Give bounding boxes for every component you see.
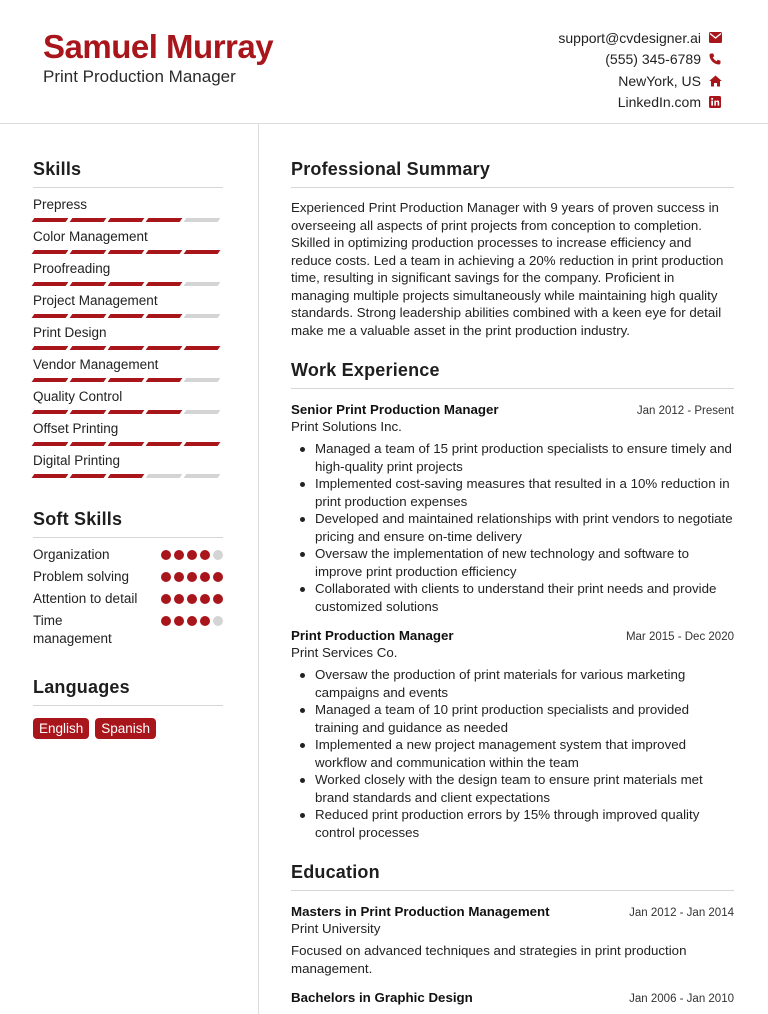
- summary-heading: Professional Summary: [291, 159, 734, 188]
- skill-level-bar: [33, 346, 223, 350]
- skill-level-bar: [33, 282, 223, 286]
- contact-email-text: support@cvdesigner.ai: [558, 29, 701, 46]
- skill-level-segment: [108, 282, 145, 286]
- language-tag-english: English: [33, 718, 89, 739]
- skill-name: Digital Printing: [33, 453, 121, 468]
- skill-level-segment: [32, 218, 69, 222]
- skill-level-segment: [108, 314, 145, 318]
- skill-level-bar: [33, 474, 223, 478]
- skill-name: Project Management: [33, 293, 158, 308]
- rating-dot: [213, 550, 223, 560]
- education-description: Focused on advanced techniques and strategies in print production management.: [291, 943, 687, 976]
- skill-item: [33, 325, 223, 348]
- skill-level-segment: [32, 282, 69, 286]
- skill-level-segment: [70, 474, 107, 478]
- soft-skills-list: [33, 546, 223, 648]
- summary-text: Experienced Print Production Manager with 9 years of proven success in overseeing all aspects of print projects from conception to completion. Skilled in optimizing production processes to increase efficiency and reduce costs. Led a team in achieving a 20% reduction in print production time, resulting in significant savings for the company. Proficient in managing multiple projects simultaneously while maintaining high quality standards. Strong leadership abilities combined with a keen eye for detail make me a valuable asset in the print production industry.: [291, 200, 724, 338]
- skill-level-segment: [70, 442, 107, 446]
- soft-skill-rating: [161, 546, 223, 560]
- skill-level-segment: [184, 346, 221, 350]
- linkedin-icon: [708, 95, 722, 109]
- rating-dot: [187, 550, 197, 560]
- job-dates: Mar 2015 - Dec 2020: [625, 631, 734, 643]
- job-bullet: Worked closely with the design team to ensure print materials met brand standards and client expectations: [315, 771, 734, 806]
- main-column: [291, 124, 734, 1005]
- skill-level-bar: [33, 442, 223, 446]
- education-entry: [291, 904, 734, 977]
- skill-level-bar: [33, 410, 223, 414]
- column-divider: [258, 124, 259, 1014]
- skill-name: Vendor Management: [33, 357, 159, 372]
- job-bullets: [291, 440, 734, 615]
- skill-level-segment: [146, 442, 183, 446]
- contact-location-text: NewYork, US: [618, 72, 701, 89]
- skill-level-segment: [32, 410, 69, 414]
- home-icon: [708, 74, 722, 88]
- skill-item: [33, 261, 223, 284]
- skill-level-segment: [70, 250, 107, 254]
- contact-phone-text: (555) 345-6789: [605, 51, 701, 68]
- soft-skill-name: Organization: [33, 547, 110, 562]
- job-bullet: Implemented a new project management system that improved workflow and communication within the team: [315, 736, 734, 771]
- skill-level-segment: [184, 378, 221, 382]
- languages-heading: Languages: [33, 677, 223, 706]
- job-bullet: Managed a team of 10 print production specialists and provided training and guidance as needed: [315, 701, 734, 736]
- skill-item: [33, 293, 223, 316]
- skill-level-bar: [33, 378, 223, 382]
- skill-item: [33, 421, 223, 444]
- languages-list: [33, 718, 223, 739]
- skill-level-segment: [70, 410, 107, 414]
- skill-level-segment: [70, 218, 107, 222]
- skill-level-segment: [108, 442, 145, 446]
- job-bullet: Reduced print production errors by 15% through improved quality control processes: [315, 806, 734, 841]
- job-title: Senior Print Production Manager: [291, 402, 499, 417]
- soft-skill-item: [33, 568, 223, 586]
- rating-dot: [161, 616, 171, 626]
- skill-item: [33, 197, 223, 220]
- skill-level-segment: [146, 282, 183, 286]
- skill-level-segment: [184, 442, 221, 446]
- skill-level-segment: [184, 250, 221, 254]
- soft-skill-rating: [161, 568, 223, 582]
- skill-level-bar: [33, 218, 223, 222]
- skill-level-segment: [32, 442, 69, 446]
- skill-name: Quality Control: [33, 389, 123, 404]
- skill-level-segment: [32, 250, 69, 254]
- job-bullet: Implemented cost-saving measures that resulted in a 10% reduction in print production expenses: [315, 475, 734, 510]
- job-entry: [291, 628, 734, 841]
- skill-item: [33, 357, 223, 380]
- rating-dot: [213, 594, 223, 604]
- skill-name: Print Design: [33, 325, 107, 340]
- education-entry: [291, 990, 734, 1005]
- skill-name: Proofreading: [33, 261, 111, 276]
- skill-level-segment: [146, 378, 183, 382]
- skill-level-segment: [184, 410, 221, 414]
- education-heading: Education: [291, 862, 734, 891]
- skill-name: Prepress: [33, 197, 88, 212]
- contact-linkedin[interactable]: [558, 92, 722, 114]
- contact-location: [558, 70, 722, 92]
- candidate-title: Print Production Manager: [43, 67, 236, 86]
- soft-skill-item: [33, 612, 223, 648]
- degree-title: Bachelors in Graphic Design: [291, 990, 473, 1005]
- skill-level-segment: [146, 314, 183, 318]
- degree-title: Masters in Print Production Management: [291, 904, 550, 919]
- job-bullet: Managed a team of 15 print production specialists to ensure timely and high-quality print projects: [315, 440, 734, 475]
- contact-list: [558, 27, 722, 113]
- skill-level-segment: [184, 282, 221, 286]
- contact-phone[interactable]: [558, 49, 722, 71]
- soft-skill-name: Time management: [33, 613, 112, 646]
- rating-dot: [174, 572, 184, 582]
- rating-dot: [187, 616, 197, 626]
- skill-level-segment: [184, 474, 221, 478]
- skills-list: [33, 197, 223, 476]
- skill-item: [33, 389, 223, 412]
- job-bullet: Developed and maintained relationships with print vendors to negotiate pricing and ensure on-time delivery: [315, 511, 733, 544]
- resume-header: [0, 0, 768, 124]
- rating-dot: [161, 550, 171, 560]
- rating-dot: [187, 572, 197, 582]
- job-title: Print Production Manager: [291, 628, 454, 643]
- skill-level-segment: [32, 346, 69, 350]
- skills-heading: Skills: [33, 159, 223, 188]
- rating-dot: [174, 550, 184, 560]
- skill-level-segment: [146, 346, 183, 350]
- skill-level-segment: [108, 474, 145, 478]
- phone-icon: [708, 52, 722, 66]
- rating-dot: [161, 572, 171, 582]
- skill-level-segment: [146, 410, 183, 414]
- rating-dot: [200, 616, 210, 626]
- skill-level-segment: [70, 282, 107, 286]
- soft-skill-name: Problem solving: [33, 569, 130, 584]
- language-tag-spanish: Spanish: [95, 718, 156, 739]
- job-company: Print Services Co.: [291, 645, 398, 660]
- skill-level-segment: [32, 378, 69, 382]
- skill-name: Offset Printing: [33, 421, 119, 436]
- sidebar-column: [33, 124, 223, 739]
- skill-level-segment: [108, 346, 145, 350]
- skill-name: Color Management: [33, 229, 148, 244]
- skill-level-bar: [33, 314, 223, 318]
- job-bullets: [291, 666, 734, 841]
- soft-skill-rating: [161, 612, 223, 626]
- job-entry: [291, 402, 734, 615]
- skill-item: [33, 229, 223, 252]
- skill-level-segment: [184, 218, 221, 222]
- envelope-icon: [708, 31, 722, 45]
- skill-level-segment: [108, 218, 145, 222]
- skill-level-segment: [108, 410, 145, 414]
- skill-level-segment: [108, 250, 145, 254]
- experience-heading: Work Experience: [291, 360, 734, 389]
- job-dates: Jan 2012 - Present: [636, 405, 734, 417]
- skill-level-segment: [70, 346, 107, 350]
- skill-level-segment: [146, 218, 183, 222]
- skill-level-bar: [33, 250, 223, 254]
- skill-level-segment: [184, 314, 221, 318]
- skill-level-segment: [32, 314, 69, 318]
- soft-skill-name: Attention to detail: [33, 591, 138, 606]
- education-dates: Jan 2012 - Jan 2014: [629, 907, 734, 919]
- rating-dot: [187, 594, 197, 604]
- job-company: Print Solutions Inc.: [291, 419, 402, 434]
- soft-skill-item: [33, 546, 223, 564]
- skill-level-segment: [70, 314, 107, 318]
- education-dates: Jan 2006 - Jan 2010: [629, 993, 734, 1005]
- skill-level-segment: [146, 250, 183, 254]
- job-bullet: Oversaw the production of print materials for various marketing campaigns and events: [315, 666, 734, 701]
- soft-skill-item: [33, 590, 223, 608]
- contact-email[interactable]: [558, 27, 722, 49]
- job-bullet: Collaborated with clients to understand their print needs and provide customized solutions: [315, 580, 734, 615]
- skill-level-segment: [146, 474, 183, 478]
- rating-dot: [200, 594, 210, 604]
- candidate-name: Samuel Murray: [43, 28, 274, 65]
- rating-dot: [213, 572, 223, 582]
- job-bullet: Oversaw the implementation of new technology and software to improve print production efficiency: [315, 545, 734, 580]
- skill-level-segment: [108, 378, 145, 382]
- rating-dot: [174, 616, 184, 626]
- contact-linkedin-text: LinkedIn.com: [617, 94, 701, 111]
- rating-dot: [213, 616, 223, 626]
- skill-item: [33, 453, 223, 476]
- rating-dot: [200, 572, 210, 582]
- rating-dot: [161, 594, 171, 604]
- soft-skills-heading: Soft Skills: [33, 509, 223, 538]
- soft-skill-rating: [161, 590, 223, 604]
- rating-dot: [174, 594, 184, 604]
- rating-dot: [200, 550, 210, 560]
- skill-level-segment: [70, 378, 107, 382]
- skill-level-segment: [32, 474, 69, 478]
- school-name: Print University: [291, 921, 381, 936]
